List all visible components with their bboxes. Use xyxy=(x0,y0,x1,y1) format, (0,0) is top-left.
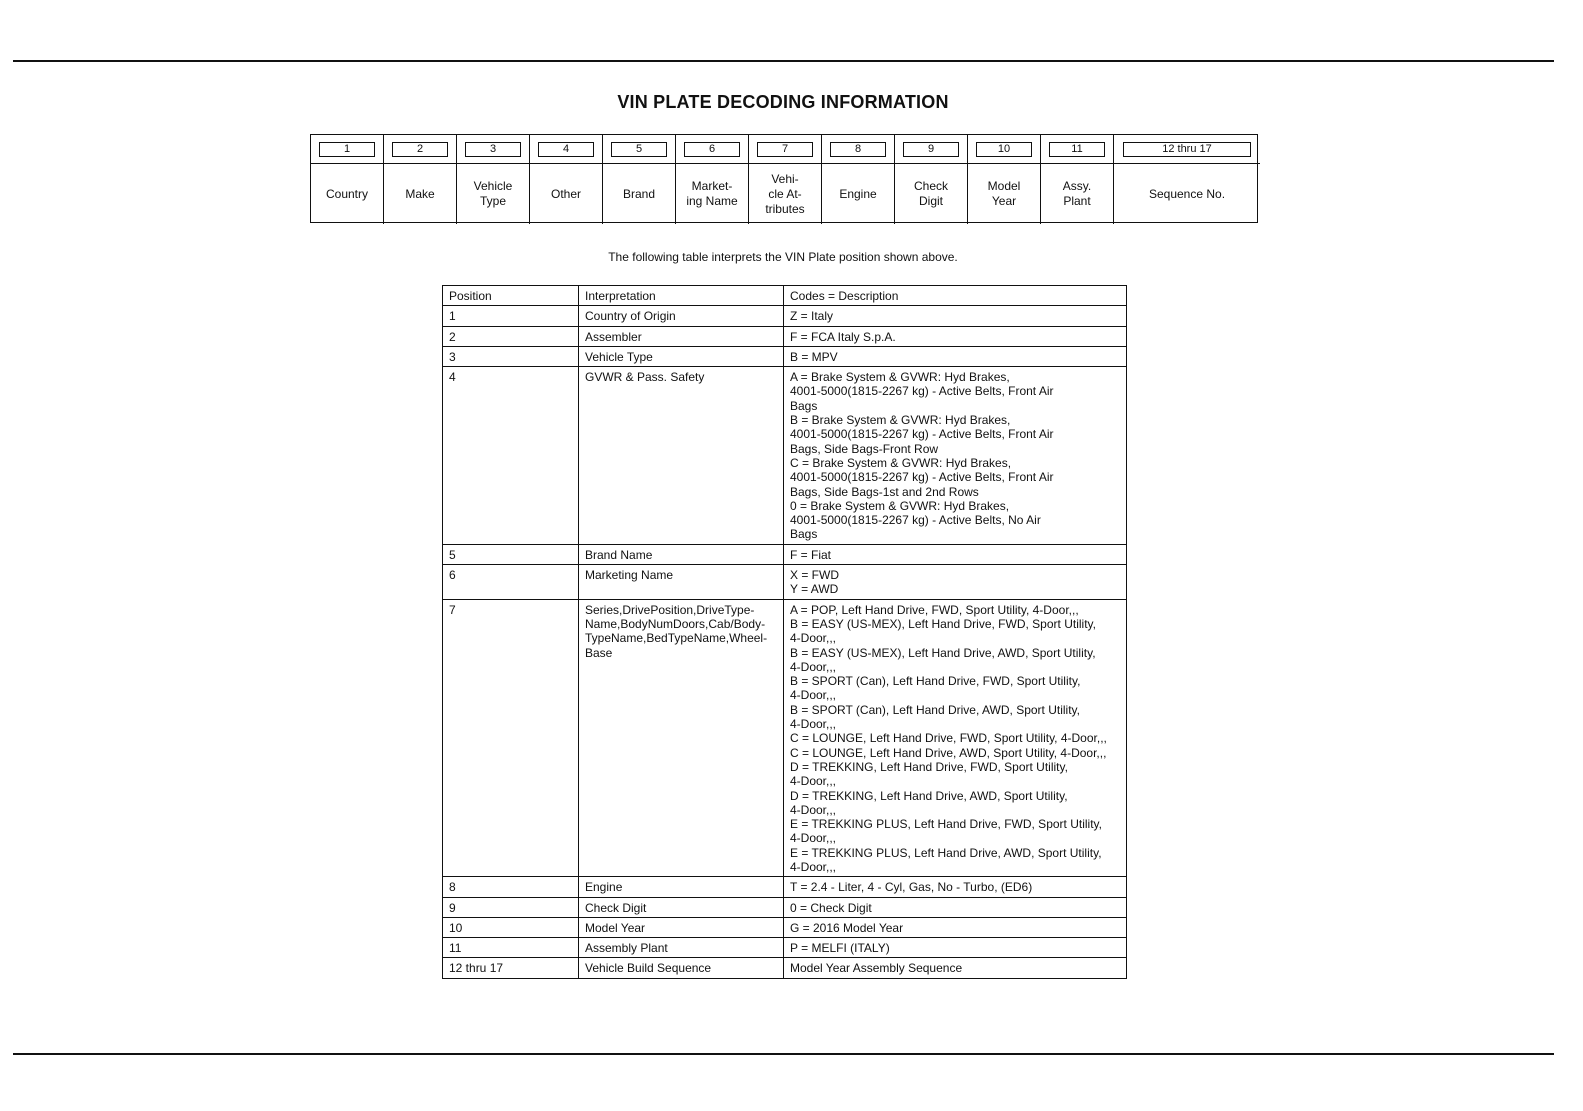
table-caption: The following table interprets the VIN Plate position shown above. xyxy=(608,250,958,264)
plate-position-cell xyxy=(895,135,968,164)
plate-position-number: 3 xyxy=(465,142,521,157)
plate-position-label: Sequence No. xyxy=(1148,186,1226,201)
vin-decode-table xyxy=(442,285,1127,979)
position-cell: 3 xyxy=(443,346,579,366)
position-cell: 6 xyxy=(443,565,579,600)
plate-position-label: Check Digit xyxy=(895,164,968,224)
plate-position-number: 6 xyxy=(684,142,740,157)
plate-position-number: 10 xyxy=(976,142,1032,157)
codes-cell: G = 2016 Model Year xyxy=(784,917,1127,937)
codes-cell: 0 = Check Digit xyxy=(784,897,1127,917)
plate-position-label: Market- ing Name xyxy=(676,164,749,224)
header-interpretation: Interpretation xyxy=(579,286,784,306)
plate-position-number: 5 xyxy=(611,142,667,157)
table-row xyxy=(443,565,1127,600)
vin-plate-diagram xyxy=(310,134,1258,223)
table-row xyxy=(443,877,1127,897)
plate-position-number: 1 xyxy=(319,142,375,157)
plate-position-number: 7 xyxy=(757,142,813,157)
interpretation-cell: Assembler xyxy=(579,326,784,346)
codes-cell: T = 2.4 - Liter, 4 - Cyl, Gas, No - Turbo, (ED6) xyxy=(784,877,1127,897)
position-cell: 2 xyxy=(443,326,579,346)
position-cell: 9 xyxy=(443,897,579,917)
plate-position-cell xyxy=(749,135,822,164)
plate-position-label: Country xyxy=(311,164,384,224)
table-row xyxy=(443,346,1127,366)
position-cell: 5 xyxy=(443,544,579,564)
plate-position-cell xyxy=(968,135,1041,164)
plate-position-number: 4 xyxy=(538,142,594,157)
bottom-divider xyxy=(13,1053,1554,1055)
interpretation-cell: Check Digit xyxy=(579,897,784,917)
table-header-row xyxy=(443,286,1127,306)
interpretation-cell: Vehicle Build Sequence xyxy=(579,958,784,978)
plate-position-cell xyxy=(530,135,603,164)
plate-position-label: Make xyxy=(384,164,457,224)
interpretation-cell: Assembly Plant xyxy=(579,938,784,958)
table-row xyxy=(443,367,1127,545)
codes-cell: A = POP, Left Hand Drive, FWD, Sport Utility, 4-Door,,, B = EASY (US-MEX), Left Hand Drive, FWD, Sport Utility, 4-Door,,, B = EASY (US-MEX), Left Hand Drive, AWD, Sport Utility, 4-Door,,, B = SPORT (Can), Left Hand Drive, FWD, Sport Utility, 4-Door,,, B = SPORT (Can), Left Hand Drive, AWD, Sport Utility, 4-Door,,, C = LOUNGE, Left Hand Drive, FWD, Sport Utility, 4-Door,,, C = LOUNGE, Left Hand Drive, AWD, Sport Utility, 4-Door,,, D = TREKKING, Left Hand Drive, FWD, Sport Utility, 4-Door,,, D = TREKKING, Left Hand Drive, AWD, Sport Utility, 4-Door,,, E = TREKKING PLUS, Left Hand Drive, FWD, Sport Utility, 4-Door,,, E = TREKKING PLUS, Left Hand Drive, AWD, Sport Utility, 4-Door,,, xyxy=(784,599,1127,877)
plate-position-cell xyxy=(603,135,676,164)
interpretation-cell: Series,DrivePosition,DriveType- Name,BodyNumDoors,Cab/Body- TypeName,BedTypeName,Wheel- Base xyxy=(579,599,784,877)
table-row xyxy=(443,306,1127,326)
plate-position-label: Vehicle Type xyxy=(457,164,530,224)
codes-cell: F = FCA Italy S.p.A. xyxy=(784,326,1127,346)
position-cell: 8 xyxy=(443,877,579,897)
table-row xyxy=(443,938,1127,958)
plate-position-cell xyxy=(1114,135,1260,164)
codes-cell: A = Brake System & GVWR: Hyd Brakes, 4001-5000(1815-2267 kg) - Active Belts, Front Air Bags B = Brake System & GVWR: Hyd Brakes, 4001-5000(1815-2267 kg) - Active Belts, Front Air Bags, Side Bags-Front Row C = Brake System & GVWR: Hyd Brakes, 4001-5000(1815-2267 kg) - Active Belts, Front Air Bags, Side Bags-1st and 2nd Rows 0 = Brake System & GVWR: Hyd Brakes, 4001-5000(1815-2267 kg) - Active Belts, No Air Bags xyxy=(784,367,1127,545)
table-row xyxy=(443,917,1127,937)
header-position: Position xyxy=(443,286,579,306)
plate-position-cell xyxy=(1041,135,1114,164)
position-cell: 4 xyxy=(443,367,579,545)
table-row xyxy=(443,958,1127,978)
page-title: VIN PLATE DECODING INFORMATION xyxy=(617,92,949,112)
plate-position-cell xyxy=(457,135,530,164)
plate-position-cell xyxy=(384,135,457,164)
plate-position-label: Vehi- cle At- tributes xyxy=(749,164,822,224)
position-cell: 10 xyxy=(443,917,579,937)
plate-position-cell xyxy=(676,135,749,164)
table-row xyxy=(443,544,1127,564)
plate-position-cell xyxy=(822,135,895,164)
interpretation-cell: Engine xyxy=(579,877,784,897)
plate-position-label: Engine xyxy=(822,164,895,224)
interpretation-cell: Model Year xyxy=(579,917,784,937)
interpretation-cell: Country of Origin xyxy=(579,306,784,326)
plate-position-number: 11 xyxy=(1049,142,1105,157)
plate-position-label: Brand xyxy=(603,164,676,224)
position-cell: 11 xyxy=(443,938,579,958)
interpretation-cell: GVWR & Pass. Safety xyxy=(579,367,784,545)
table-row xyxy=(443,326,1127,346)
codes-cell: F = Fiat xyxy=(784,544,1127,564)
codes-cell: X = FWD Y = AWD xyxy=(784,565,1127,600)
plate-position-label: Other xyxy=(530,164,603,224)
table-row xyxy=(443,599,1127,877)
codes-cell: Model Year Assembly Sequence xyxy=(784,958,1127,978)
plate-position-cell xyxy=(311,135,384,164)
codes-cell: P = MELFI (ITALY) xyxy=(784,938,1127,958)
header-codes: Codes = Description xyxy=(784,286,1127,306)
top-divider xyxy=(13,60,1554,62)
plate-position-number: 12 thru 17 xyxy=(1123,142,1251,157)
codes-cell: Z = Italy xyxy=(784,306,1127,326)
table-row xyxy=(443,897,1127,917)
plate-position-number: 9 xyxy=(903,142,959,157)
plate-position-number: 8 xyxy=(830,142,886,157)
plate-position-label: Assy. Plant xyxy=(1041,164,1114,224)
plate-position-number: 2 xyxy=(392,142,448,157)
position-cell: 12 thru 17 xyxy=(443,958,579,978)
position-cell: 7 xyxy=(443,599,579,877)
interpretation-cell: Marketing Name xyxy=(579,565,784,600)
position-cell: 1 xyxy=(443,306,579,326)
interpretation-cell: Brand Name xyxy=(579,544,784,564)
interpretation-cell: Vehicle Type xyxy=(579,346,784,366)
codes-cell: B = MPV xyxy=(784,346,1127,366)
plate-position-label: Model Year xyxy=(968,164,1041,224)
